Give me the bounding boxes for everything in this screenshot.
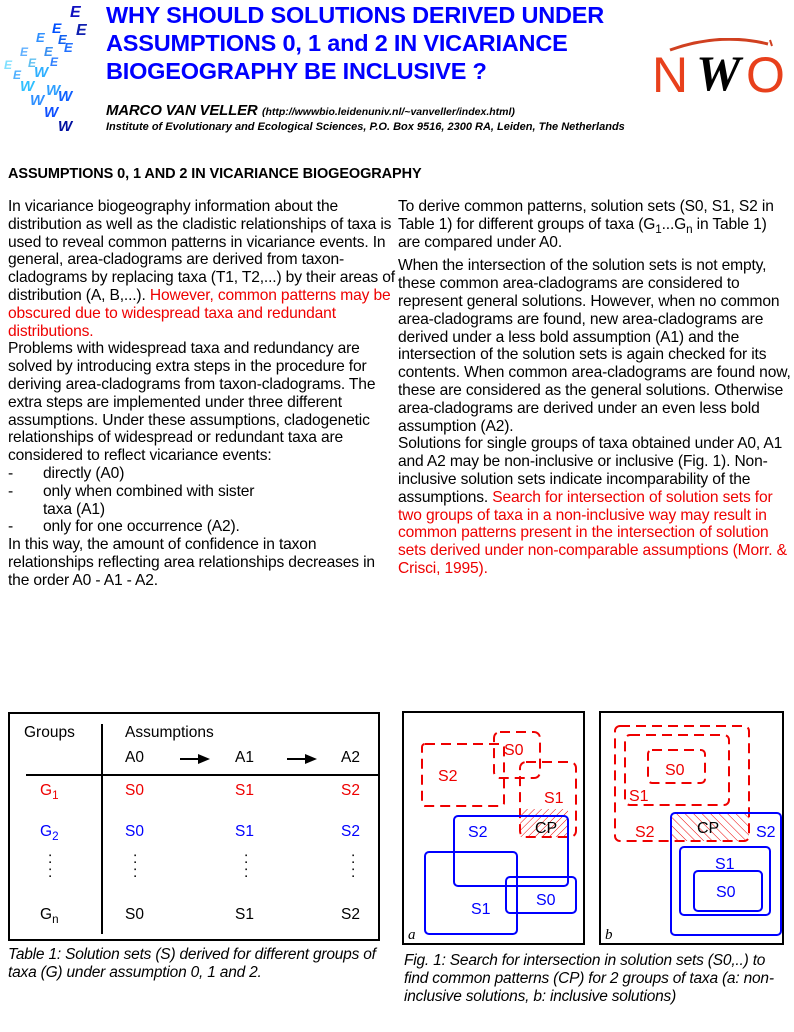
ellipsis-dots: : : <box>244 850 249 881</box>
right-paragraph-2: When the intersection of the solution sets is not empty, these common area-cladograms are considered to represent general solutions. However, when no common area-cladograms are found, new area-cladograms are derived under a less bold assumption (A1) and the intersection of the solution sets is again checked for its contents. When common area-cladograms are found now, these are considered as the general solutions. Otherwise area-cladograms are derived under an even less bold assumption (A2). <box>398 257 791 435</box>
highlight-text: However, common patterns may be obscured due to widespread taxa and redundant distributions. <box>8 286 391 340</box>
table-cell: S1 <box>235 823 254 840</box>
header-groups: Groups <box>24 724 75 741</box>
svg-text:S1: S1 <box>629 788 649 805</box>
logo-e-glyph: E <box>76 22 87 39</box>
author-name: MARCO VAN VELLER <box>106 102 258 119</box>
assumption-a2: A2 <box>341 749 360 766</box>
logo-w-glyph: W <box>44 104 59 121</box>
venn-diagram-inclusive <box>601 713 782 943</box>
bullet-item: - only for one occurrence (A2). <box>8 518 240 536</box>
logo-e-glyph: E <box>20 45 29 59</box>
bullet-item: - directly (A0) <box>8 464 125 482</box>
assumption-a1: A1 <box>235 749 254 766</box>
logo-e-glyph: E <box>64 40 73 55</box>
left-paragraph-1: In vicariance biogeography information about the distribution as well as the cladistic relationships of taxa is used to reveal common patterns in vicariance events. In general, area-cladograms are derived from taxon-cladograms by replacing taxa (T1, T2,...) by their areas of distribution (A, B,...). However, common patterns may be obscured due to widespread taxa and redundant distributions. <box>8 198 395 340</box>
nwo-logo <box>650 38 794 108</box>
logo-w-glyph: W <box>58 88 73 105</box>
bullet-item: - only when combined with sister taxa (A1) <box>8 482 255 518</box>
logo-e-glyph: E <box>50 55 59 69</box>
right-arrow-icon <box>287 752 319 770</box>
right-arrow-icon <box>180 752 212 770</box>
table-cell: S1 <box>235 782 254 799</box>
nwo-w: W <box>696 45 741 101</box>
logo-e-glyph: E <box>58 32 67 47</box>
logo-w-glyph: W <box>34 64 49 81</box>
logo-w-glyph: W <box>46 82 61 99</box>
logo-e-glyph: E <box>36 30 45 45</box>
right-column <box>398 198 792 578</box>
highlight-text: Search for intersection of solution sets for two groups of taxa in a non-inclusive way may result in common patterns present in the intersection of solution sets derived under non-comparable assumptions (Morr. & Crisci, 1995). <box>398 488 787 577</box>
svg-text:CP: CP <box>535 820 558 837</box>
figure-1b <box>599 711 784 945</box>
assumption-a0: A0 <box>125 749 144 766</box>
table-row-group: $G_n$ <box>40 906 59 927</box>
svg-text:S2: S2 <box>468 824 488 841</box>
table-caption: Table 1: Solution sets (S) derived for different groups of taxa (G) under assumption 0, 1 and 2. <box>8 946 376 981</box>
logo-w-glyph: W <box>30 92 45 109</box>
table-1 <box>8 712 380 941</box>
table-cell: S1 <box>235 906 254 923</box>
table-cell: S2 <box>341 906 360 923</box>
svg-text:S2: S2 <box>635 824 655 841</box>
eew-logo <box>0 0 100 140</box>
header-divider <box>26 774 380 776</box>
column-divider <box>101 724 103 934</box>
right-paragraph-3: Solutions for single groups of taxa obtained under A0, A1 and A2 may be non-inclusive or inclusive (Fig. 1). Non-inclusive solution sets indicate incomparability of the assumptions. Search for intersection of solution sets for two groups of taxa in a non-inclusive way may result in common patterns present in the intersection of solution sets derived under non-comparable assumptions (Morr. & Crisci, 1995). <box>398 435 787 577</box>
title-line-2: ASSUMPTIONS 0, 1 and 2 IN VICARIANCE <box>106 30 568 56</box>
left-paragraph-3: In this way, the amount of confidence in taxon relationships reflecting area relationships decreases in the order A0 - A1 - A2. <box>8 536 375 589</box>
logo-e-glyph: E <box>44 44 53 59</box>
table-cell: S0 <box>125 906 144 923</box>
left-column <box>8 198 398 590</box>
svg-text:S1: S1 <box>471 901 491 918</box>
table-cell: S2 <box>341 782 360 799</box>
figure-caption: Fig. 1: Search for intersection in solution sets (S0,..) to find common patterns (CP) for 2 groups of taxa (a: non-inclusive solutions, b: inclusive solutions) <box>404 952 774 1005</box>
institute-address: Institute of Evolutionary and Ecological Sciences, P.O. Box 9516, 2300 RA, Leiden, The Netherlands <box>106 121 625 133</box>
nwo-n: N <box>652 47 689 103</box>
logo-e-glyph: E <box>70 4 81 21</box>
author-line <box>106 102 515 120</box>
title-line-1: WHY SHOULD SOLUTIONS DERIVED UNDER <box>106 2 605 28</box>
logo-w-glyph: W <box>20 78 35 95</box>
svg-text:b: b <box>605 927 613 943</box>
ellipsis-dots: : : <box>351 850 356 881</box>
poster-title <box>106 1 666 85</box>
svg-text:S1: S1 <box>544 790 564 807</box>
section-heading: ASSUMPTIONS 0, 1 AND 2 IN VICARIANCE BIOGEOGRAPHY <box>8 166 422 182</box>
figure-1a <box>402 711 585 945</box>
ellipsis-dots: : : <box>133 850 138 881</box>
svg-text:a: a <box>408 927 416 943</box>
author-url[interactable]: (http://wwwbio.leidenuniv.nl/~vanveller/index.html) <box>261 106 515 118</box>
logo-w-glyph: W <box>58 118 73 135</box>
nwo-o: O <box>746 47 785 103</box>
logo-e-glyph: E <box>4 58 13 72</box>
table-cell: S0 <box>125 823 144 840</box>
ellipsis-dots: : : <box>48 850 53 881</box>
logo-e-glyph: E <box>52 20 62 36</box>
table-cell: S0 <box>125 782 144 799</box>
right-paragraph-1: To derive common patterns, solution sets (S0, S1, S2 in Table 1) for different groups of taxa ($G_1...G_n$ in Table 1) are compared under A0. <box>398 198 774 251</box>
logo-e-glyph: E <box>28 56 37 70</box>
venn-diagram-non-inclusive <box>404 713 583 943</box>
header-assumptions: Assumptions <box>125 724 214 741</box>
svg-text:S1: S1 <box>715 856 735 873</box>
table-row-group: $G_1$ <box>40 782 59 803</box>
svg-text:S0: S0 <box>665 762 685 779</box>
svg-text:S0: S0 <box>504 742 524 759</box>
svg-text:CP: CP <box>697 820 720 837</box>
svg-text:S2: S2 <box>438 768 458 785</box>
svg-text:S2: S2 <box>756 824 776 841</box>
left-paragraph-2: Problems with widespread taxa and redundancy are solved by introducing extra steps in the procedure for deriving area-cladograms from taxon-cladograms. The extra steps are implemented under three different assumptions. Under these assumptions, cladogenetic relationships of widespread or redundant taxa are considered to reflect vicariance events: <box>8 340 376 465</box>
table-row-group: $G_2$ <box>40 823 59 844</box>
title-line-3: BIOGEOGRAPHY BE INCLUSIVE ? <box>106 58 487 84</box>
svg-text:S0: S0 <box>716 884 736 901</box>
logo-e-glyph: E <box>13 68 22 82</box>
svg-text:S0: S0 <box>536 892 556 909</box>
table-cell: S2 <box>341 823 360 840</box>
